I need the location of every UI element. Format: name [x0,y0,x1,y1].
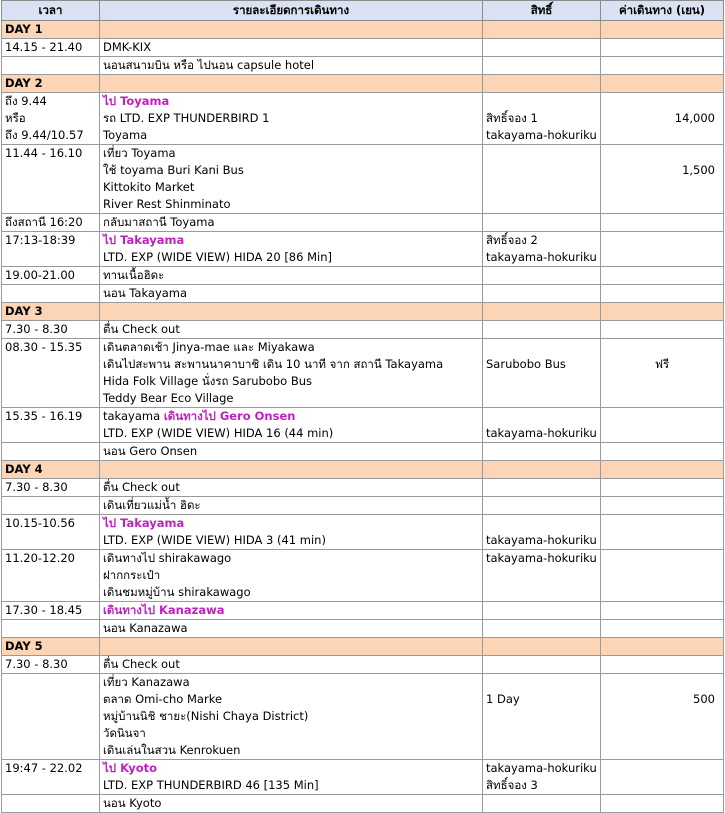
table-row [2,620,724,638]
details-text: Toyama [103,128,148,142]
pass-cell [483,479,601,497]
table-row [2,550,724,602]
day-label: DAY 2 [2,75,100,93]
details-text: LTD. EXP (WIDE VIEW) HIDA 16 (44 min) [103,426,334,440]
cost-cell [601,285,724,303]
time-text: 14.15 - 21.40 [5,40,83,54]
pass-cell [483,321,601,339]
details-cell [100,214,483,232]
table-row [2,57,724,75]
day-row-filler [483,21,601,39]
table-row [2,497,724,515]
day-row [2,461,724,479]
details-text: นอน Takayama [103,286,188,300]
details-text: เดินตลาดเช้า Jinya-mae และ Miyakawa [103,340,315,354]
details-text: Kittokito Market [103,180,195,194]
day-row-filler [601,461,724,479]
pass-cell [483,57,601,75]
cost-text: 14,000 [674,111,715,125]
pass-cell [483,285,601,303]
details-cell [100,620,483,638]
day-row-filler [100,461,483,479]
table-row [2,656,724,674]
header-row [2,1,724,21]
pass-text: สิทธิ์จอง 2 [486,233,538,247]
cost-cell [601,57,724,75]
details-text: Teddy Bear Eco Village [103,391,234,405]
cost-cell [601,232,724,267]
pass-text [486,408,597,425]
details-cell [100,145,483,214]
pass-text: 1 Day [486,692,520,706]
table-row [2,145,724,214]
day-row-filler [483,303,601,321]
details-text: ไป Kyoto [103,761,158,775]
table-row [2,674,724,760]
details-text: LTD. EXP (WIDE VIEW) HIDA 20 [86 Min] [103,250,332,264]
pass-text: Sarubobo Bus [486,357,566,371]
table-row [2,267,724,285]
details-cell [100,39,483,57]
pass-cell [483,214,601,232]
time-cell [2,321,100,339]
time-text: 7.30 - 8.30 [5,322,68,336]
pass-text: takayama-hokuriku [486,761,597,775]
details-text: LTD. EXP (WIDE VIEW) HIDA 3 (41 min) [103,533,326,547]
day-row-filler [601,303,724,321]
details-text: เดินเล่นในสวน Kenrokuen [103,743,241,757]
cost-text: 500 [693,692,715,706]
time-cell [2,339,100,408]
cost-cell [601,760,724,795]
cost-cell [601,620,724,638]
time-text: 10.15-10.56 [5,516,75,530]
pass-cell [483,497,601,515]
details-cell [100,267,483,285]
time-text: ถึง 9.44 [5,94,47,108]
details-text: ไป Takayama [103,233,185,247]
details-cell [100,479,483,497]
details-text: หมู่บ้านนิชิ ชายะ(Nishi Chaya District) [103,709,309,723]
time-cell [2,550,100,602]
day-row [2,638,724,656]
time-cell [2,145,100,214]
cost-cell [601,602,724,620]
time-cell [2,57,100,75]
table-row [2,321,724,339]
day-label: DAY 4 [2,461,100,479]
time-text: 15.35 - 16.19 [5,409,83,423]
time-text: 17.30 - 18.45 [5,603,83,617]
details-text: เดินเที่ยวแม่น้ำ ฮิดะ [103,498,201,512]
header-cost: ค่าเดินทาง (เยน) [601,1,724,21]
day-row-filler [483,75,601,93]
time-text: 11.20-12.20 [5,551,75,565]
day-row [2,303,724,321]
pass-text: สิทธิ์จอง 3 [486,778,538,792]
pass-cell [483,145,601,214]
details-cell [100,408,483,443]
pass-text: takayama-hokuriku [486,128,597,142]
details-text: ใช้ toyama Buri Kani Bus [103,163,244,177]
details-cell [100,795,483,813]
table-row [2,795,724,813]
day-row-filler [483,461,601,479]
time-cell [2,93,100,145]
pass-cell [483,674,601,760]
time-cell [2,620,100,638]
time-cell [2,232,100,267]
time-cell [2,795,100,813]
details-text: นอน Kyoto [103,796,162,810]
time-cell [2,443,100,461]
pass-cell [483,232,601,267]
pass-text: takayama-hokuriku [486,250,597,264]
pass-text: สิทธิ์จอง 1 [486,111,538,125]
header-details: รายละเอียดการเดินทาง [100,1,483,21]
details-text: เที่ยว Toyama [103,146,176,160]
cost-cell [601,515,724,550]
pass-cell [483,760,601,795]
details-text: Hida Folk Village นั่งรถ Sarubobo Bus [103,374,313,388]
cost-cell [601,443,724,461]
details-text: กลับมาสถานี Toyama [103,215,215,229]
cost-cell [601,550,724,602]
time-cell [2,497,100,515]
cost-cell [601,656,724,674]
pass-text [486,674,597,691]
details-cell [100,497,483,515]
cost-text: ฟรี [654,357,670,371]
cost-cell [601,145,724,214]
details-cell [100,656,483,674]
pass-cell [483,550,601,602]
cost-cell [601,795,724,813]
day-row-filler [100,75,483,93]
cost-cell [601,479,724,497]
cost-cell [601,674,724,760]
table-row [2,760,724,795]
pass-cell [483,339,601,408]
details-text: เดินทางไป Kanazawa [103,603,225,617]
day-label: DAY 5 [2,638,100,656]
cost-text [604,339,720,356]
pass-cell [483,620,601,638]
table-row [2,232,724,267]
details-text: River Rest Shinminato [103,197,231,211]
table-row [2,285,724,303]
itinerary-body [2,21,724,813]
pass-cell [483,443,601,461]
pass-text: takayama-hokuriku [486,551,597,565]
time-text: 17:13-18:39 [5,233,76,247]
cost-cell [601,321,724,339]
details-cell [100,93,483,145]
day-row-filler [100,303,483,321]
cost-text [604,127,715,144]
details-text: LTD. EXP THUNDERBIRD 46 [135 Min] [103,778,319,792]
time-text: 19:47 - 22.02 [5,761,83,775]
pass-text: takayama-hokuriku [486,533,597,547]
cost-text [604,93,715,110]
cost-cell [601,408,724,443]
details-cell [100,57,483,75]
details-cell [100,550,483,602]
details-text: ตื่น Check out [103,657,180,671]
time-text: 11.44 - 16.10 [5,146,83,160]
time-cell [2,602,100,620]
time-text: หรือ [5,111,26,125]
details-cell [100,232,483,267]
table-row [2,214,724,232]
day-row-filler [100,21,483,39]
table-row [2,39,724,57]
details-text: เที่ยว Kanazawa [103,675,190,689]
time-cell [2,214,100,232]
details-text: วัดนินจา [103,726,146,740]
details-text: รถ LTD. EXP THUNDERBIRD 1 [103,111,270,125]
table-row [2,443,724,461]
details-cell [100,760,483,795]
time-cell [2,674,100,760]
cost-cell [601,93,724,145]
table-row [2,339,724,408]
details-cell [100,674,483,760]
details-text: นอน Kanazawa [103,621,188,635]
details-text: takayama เดินทางไป Gero Onsen [103,409,296,423]
cost-text: 1,500 [682,163,715,177]
header-pass: สิทธิ์ [483,1,601,21]
details-cell [100,602,483,620]
details-text: ฝากกระเป๋า [103,568,161,582]
cost-cell [601,214,724,232]
details-text: เดินไปสะพาน สะพานนาคาบาชิ เดิน 10 นาที จาก สถานี Takayama [103,357,444,371]
details-text: ตลาด Omi-cho Marke [103,692,223,706]
details-text: เดินชมหมู่บ้าน shirakawago [103,585,251,599]
details-highlight: เดินทางไป Gero Onsen [163,409,296,423]
pass-cell [483,267,601,285]
pass-cell [483,39,601,57]
details-cell [100,339,483,408]
details-cell [100,321,483,339]
time-text: 7.30 - 8.30 [5,480,68,494]
pass-text [486,339,597,356]
details-cell [100,285,483,303]
time-text: 19.00-21.00 [5,268,75,282]
day-row-filler [601,638,724,656]
day-label: DAY 3 [2,303,100,321]
table-row [2,408,724,443]
pass-text [486,93,597,110]
pass-cell [483,656,601,674]
pass-text [486,515,597,532]
pass-cell [483,515,601,550]
details-text: นอนสนามบิน หรือ ไปนอน capsule hotel [103,58,315,72]
cost-text [604,674,715,691]
time-cell [2,285,100,303]
day-row-filler [100,638,483,656]
details-text: ตื่น Check out [103,322,180,336]
time-cell [2,267,100,285]
pass-cell [483,602,601,620]
table-row [2,93,724,145]
cost-text [604,145,715,162]
table-row [2,515,724,550]
time-cell [2,479,100,497]
time-cell [2,656,100,674]
pass-text: takayama-hokuriku [486,426,597,440]
pass-cell [483,93,601,145]
time-cell [2,515,100,550]
cost-cell [601,497,724,515]
day-row-filler [601,21,724,39]
day-row [2,75,724,93]
cost-cell [601,267,724,285]
details-text: ตื่น Check out [103,480,180,494]
pass-cell [483,795,601,813]
cost-cell [601,339,724,408]
time-text: ถึง 9.44/10.57 [5,128,84,142]
details-text: ทานเนื้อฮิดะ [103,268,165,282]
day-row [2,21,724,39]
cost-cell [601,39,724,57]
details-text: DMK-KIX [103,40,152,54]
time-text: 08.30 - 15.35 [5,340,83,354]
table-row [2,602,724,620]
itinerary-table [1,0,724,813]
details-text: ไป Takayama [103,516,185,530]
time-cell [2,760,100,795]
pass-cell [483,408,601,443]
details-text: นอน Gero Onsen [103,444,198,458]
time-text: 7.30 - 8.30 [5,657,68,671]
details-cell [100,515,483,550]
details-cell [100,443,483,461]
details-text: เดินทางไป shirakawago [103,551,232,565]
time-cell [2,408,100,443]
day-row-filler [601,75,724,93]
day-label: DAY 1 [2,21,100,39]
day-row-filler [483,638,601,656]
details-text: ไป Toyama [103,94,170,108]
time-cell [2,39,100,57]
time-text: ถึงสถานี 16:20 [5,215,83,229]
header-time: เวลา [2,1,100,21]
table-row [2,479,724,497]
